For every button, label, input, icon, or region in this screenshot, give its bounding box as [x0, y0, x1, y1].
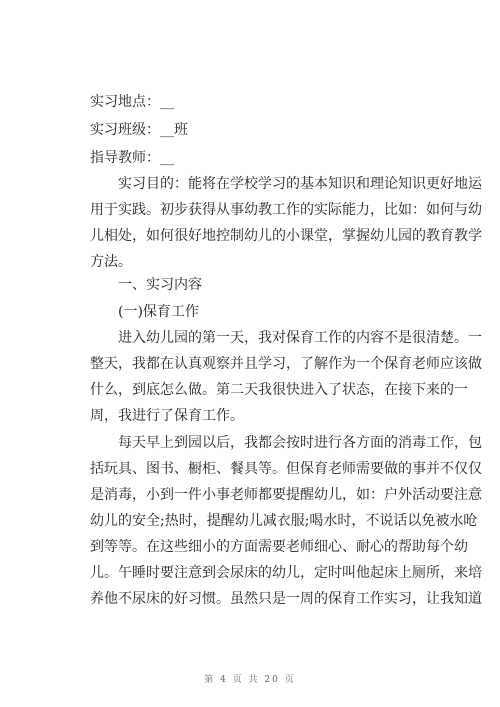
field-location: 实习地点：__ — [90, 94, 174, 110]
paragraph-line: 是消毒，小到一件小事老师都要提醒幼儿，如：户外活动要注意 — [90, 487, 482, 503]
purpose-paragraph — [90, 171, 482, 275]
paragraph-line: 每天早上到园以后，我都会按时进行各方面的消毒工作，包 — [118, 435, 482, 451]
purpose-line: 方法。 — [90, 254, 132, 270]
paragraph-line: 括玩具、图书、橱柜、餐具等。但保育老师需要做的事并不仅仅 — [90, 461, 482, 477]
paragraph-line: 整天，我都在认真观察并且学习，了解作为一个保育老师应该做 — [90, 356, 482, 372]
page-footer: 第 4 页 共 20 页 — [204, 675, 296, 685]
paragraph-line: 进入幼儿园的第一天，我对保育工作的内容不是很清楚。一 — [118, 330, 482, 346]
paragraph-line: 幼儿的安全;热时，提醒幼儿减衣服;喝水时，不说话以免被水呛 — [90, 513, 478, 529]
purpose-line: 用于实践。初步获得从事幼教工作的实际能力，比如：如何与幼 — [90, 202, 482, 218]
paragraph-line: 养他不尿床的好习惯。虽然只是一周的保育工作实习，让我知道 — [90, 591, 482, 607]
purpose-line: 实习目的：能将在学校学习的基本知识和理论知识更好地运 — [118, 176, 482, 192]
field-class: 实习班级：__班 — [90, 122, 188, 138]
paragraph-line: 周，我进行了保育工作。 — [90, 408, 244, 424]
subsection-heading: (一)保育工作 — [118, 304, 199, 320]
paragraph-line: 儿。午睡时要注意到会尿床的幼儿，定时叫他起床上厕所，来培 — [90, 565, 482, 581]
paragraph-line: 什么，到底怎么做。第二天我很快进入了状态，在接下来的一 — [90, 382, 468, 398]
section-heading: 一、实习内容 — [118, 277, 202, 293]
field-teacher: 指导教师：__ — [90, 150, 174, 166]
paragraph-2 — [90, 430, 482, 612]
paragraph-1 — [90, 325, 482, 429]
paragraph-line: 到等等。在这些细小的方面需要老师细心、耐心的帮助每个幼 — [90, 539, 468, 555]
purpose-line: 儿相处，如何很好地控制幼儿的小课堂，掌握幼儿园的教育教学 — [90, 228, 482, 244]
